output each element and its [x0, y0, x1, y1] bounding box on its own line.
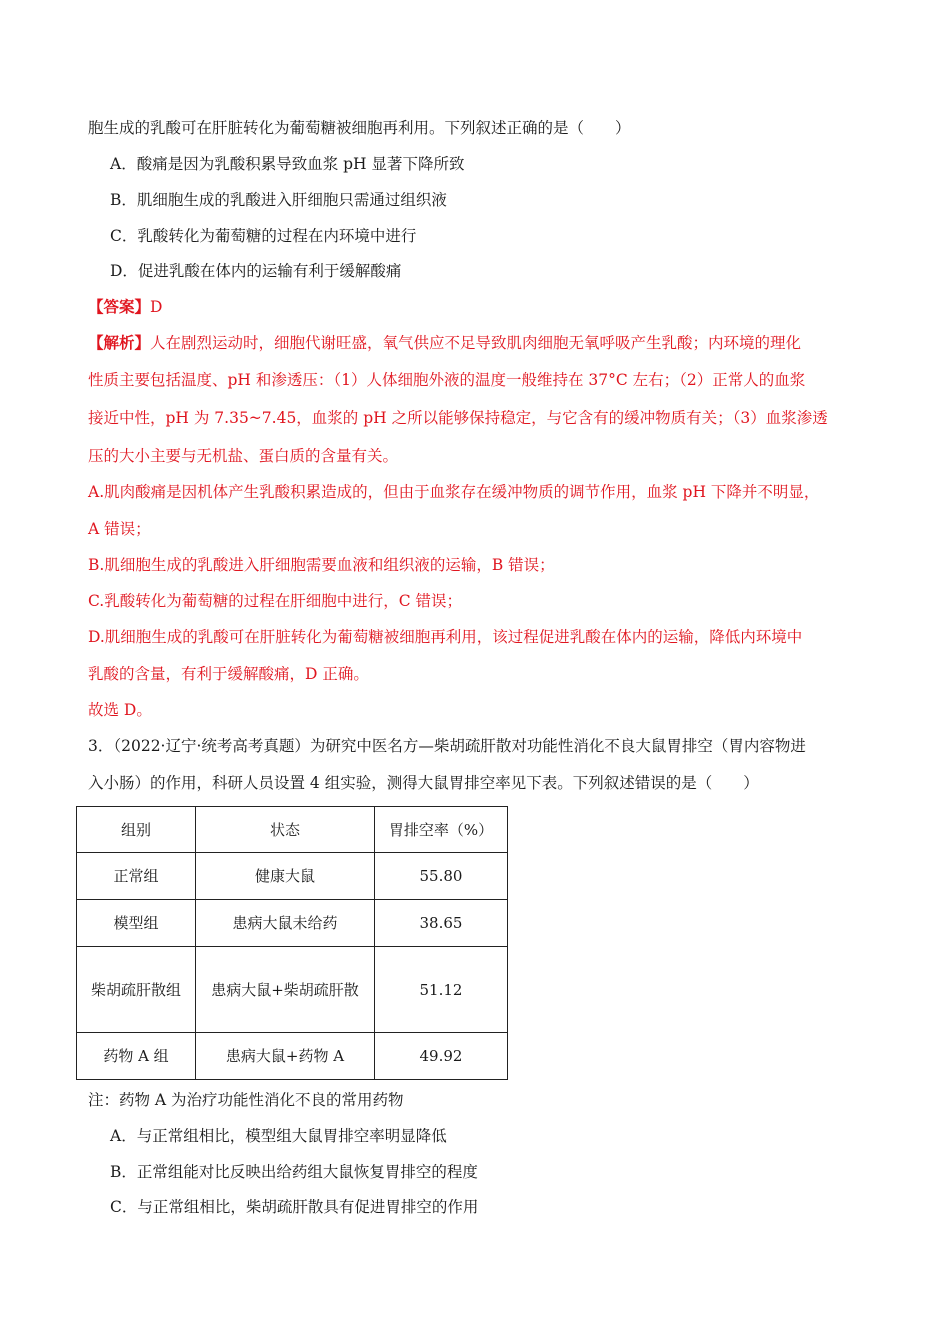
q3-table-note: 注：药物 A 为治疗功能性消化不良的常用药物: [88, 1091, 404, 1109]
analysis-label: 【解析】: [88, 333, 151, 352]
q2-answer: [88, 297, 162, 317]
q3-option-c: C．与正常组相比，柴胡疏肝散具有促进胃排空的作用: [110, 1198, 479, 1216]
table-cell: 38.65: [375, 900, 508, 947]
q2-analysis-line-3: 接近中性，pH 为 7.35~7.45，血浆的 pH 之所以能够保持稳定，与它含有的缓冲物质有关；（3）血浆渗透: [88, 409, 828, 427]
gastric-emptying-table: [76, 806, 508, 1080]
q3-stem-line-2: 入小肠）的作用，科研人员设置 4 组实验，测得大鼠胃排空率见下表。下列叙述错误的是（ ）: [88, 774, 759, 792]
q2-analysis-line-11: 故选 D。: [88, 701, 152, 719]
q2-analysis-line-6: A 错误；: [88, 520, 151, 538]
q2-option-a: A．酸痛是因为乳酸积累导致血浆 pH 显著下降所致: [110, 155, 465, 173]
table-row: [77, 1033, 508, 1080]
q2-analysis-line-8: C.乳酸转化为葡萄糖的过程在肝细胞中进行，C 错误；: [88, 592, 463, 610]
q2-analysis-line-7: B.肌细胞生成的乳酸进入肝细胞需要血液和组织液的运输，B 错误；: [88, 556, 555, 574]
answer-value: D: [150, 298, 163, 316]
q2-stem-end: 胞生成的乳酸可在肝脏转化为葡萄糖被细胞再利用。下列叙述正确的是（ ）: [88, 119, 631, 137]
q3-stem-line-1: 3．（2022·辽宁·统考高考真题）为研究中医名方—柴胡疏肝散对功能性消化不良大鼠胃排空（胃内容物进: [88, 737, 806, 755]
q2-analysis-line-4: 压的大小主要与无机盐、蛋白质的含量有关。: [88, 447, 399, 465]
table-cell: 患病大鼠+药物 A: [196, 1033, 375, 1080]
table-row: [77, 853, 508, 900]
q3-option-b: B．正常组能对比反映出给药组大鼠恢复胃排空的程度: [110, 1163, 478, 1181]
q2-analysis-line-2: 性质主要包括温度、pH 和渗透压：（1）人体细胞外液的温度一般维持在 37°C 左右；（2）正常人的血浆: [88, 371, 806, 389]
q2-analysis-line-1: [88, 333, 801, 353]
table-cell-text: 柴胡疏肝散组: [90, 980, 181, 999]
table-cell: 正常组: [77, 853, 196, 900]
table-cell: 患病大鼠+柴胡疏肝散: [196, 947, 375, 1033]
table-cell: 49.92: [375, 1033, 508, 1080]
table-cell: 患病大鼠未给药: [196, 900, 375, 947]
table-cell: [77, 947, 196, 1033]
answer-label: 【答案】: [88, 297, 151, 316]
table-cell: 51.12: [375, 947, 508, 1033]
q2-option-b: B．肌细胞生成的乳酸进入肝细胞只需通过组织液: [110, 191, 447, 209]
q2-analysis-line-5: A.肌肉酸痛是因机体产生乳酸积累造成的，但由于血浆存在缓冲物质的调节作用，血浆 pH 下降并不明显，: [88, 483, 820, 501]
table-header-cell: 胃排空率（%）: [375, 807, 508, 853]
analysis-text: 人在剧烈运动时，细胞代谢旺盛，氧气供应不足导致肌肉细胞无氧呼吸产生乳酸；内环境的理化: [150, 334, 802, 352]
table-cell: 健康大鼠: [196, 853, 375, 900]
q2-option-c: C．乳酸转化为葡萄糖的过程在内环境中进行: [110, 227, 417, 245]
table-cell: 模型组: [77, 900, 196, 947]
q3-option-a: A．与正常组相比，模型组大鼠胃排空率明显降低: [110, 1127, 447, 1145]
q2-analysis-line-9: D.肌细胞生成的乳酸可在肝脏转化为葡萄糖被细胞再利用，该过程促进乳酸在体内的运输，降低内环境中: [88, 628, 803, 646]
table-header-cell: 组别: [77, 807, 196, 853]
table-cell: 55.80: [375, 853, 508, 900]
q2-option-d: D．促进乳酸在体内的运输有利于缓解酸痛: [110, 262, 402, 280]
table-row: [77, 947, 508, 1033]
q2-analysis-line-10: 乳酸的含量，有利于缓解酸痛，D 正确。: [88, 665, 369, 683]
table-row: [77, 900, 508, 947]
table-header-row: [77, 807, 508, 853]
table-cell: 药物 A 组: [77, 1033, 196, 1080]
table-header-cell: 状态: [196, 807, 375, 853]
